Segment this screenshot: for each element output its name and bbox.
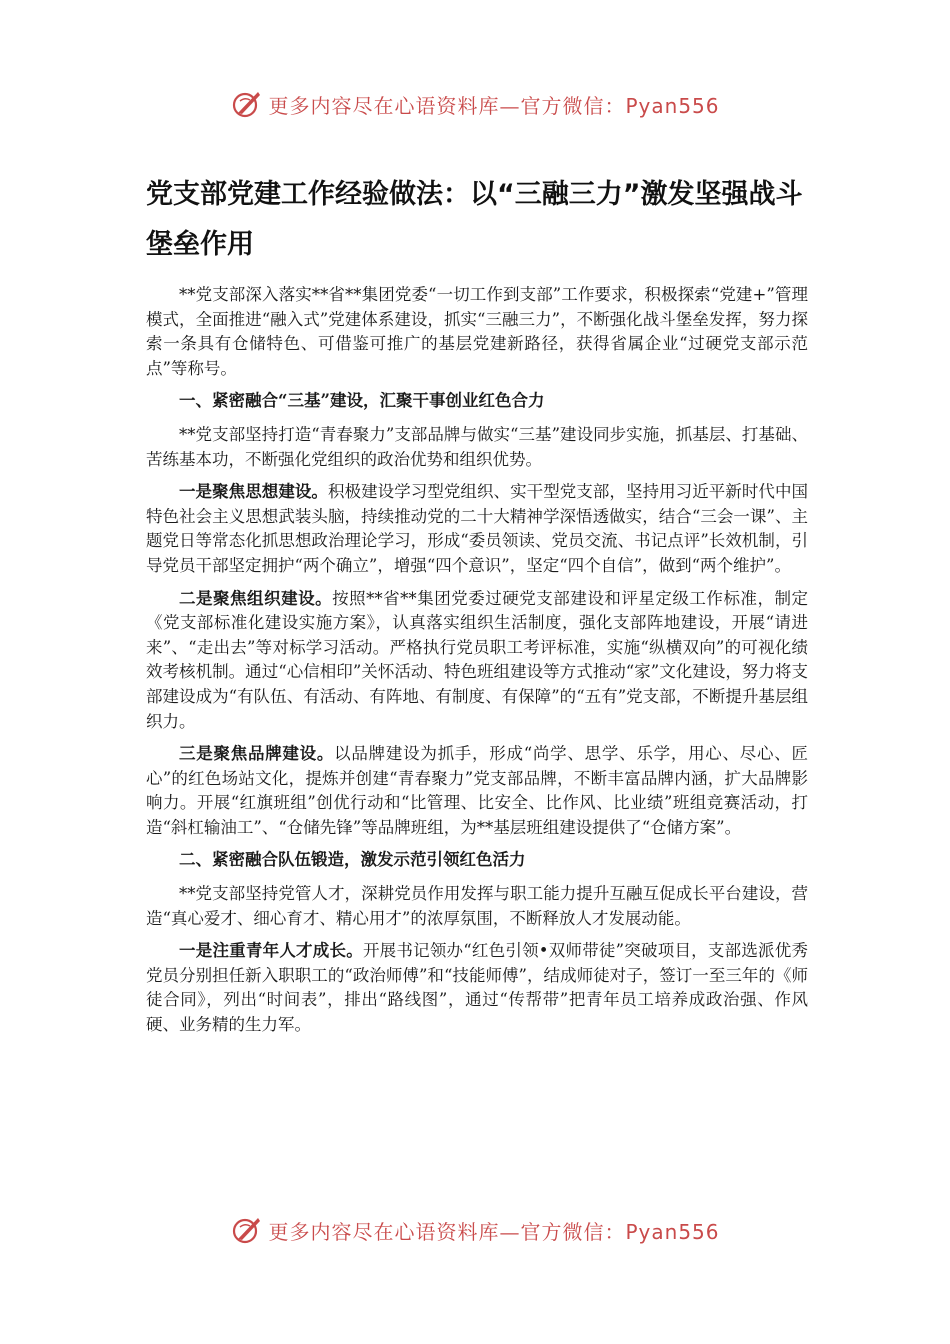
banner-separator: —: [499, 93, 521, 118]
section-1-point-2: [146, 587, 808, 735]
section-1-point-2-body: 按照**省**集团党委过硬党支部建设和评星定级工作标准，制定《党支部标准化建设实施方案》，认真落实组织生活制度，强化支部阵地建设，开展“请进来”、“走出去”等对标学习活动。严格执行党员职工考评标准，实施“纵横双向”的可视化绩效考核机制。通过“心信相印”关怀活动、特色班组建设等方式推动“家”文化建设，努力将支部建设成为“有队伍、有活动、有阵地、有制度、有保障”的“五有”党支部，不断提升基层组织力。: [146, 588, 809, 731]
section-2-intro: **党支部坚持党管人才，深耕党员作用发挥与职工能力提升互融互促成长平台建设，营造“真心爱才、细心育才、精心用才”的浓厚氛围，不断释放人才发展动能。: [146, 884, 808, 928]
section-heading-1: 一、紧密融合“三基”建设，汇聚干事创业红色合力: [179, 391, 545, 411]
banner-separator: —: [499, 1219, 521, 1244]
header-banner: [0, 84, 950, 124]
banner-wechat-id: Pyan556: [625, 1219, 720, 1244]
section-1-point-2-lead: 二是聚焦组织建设。: [179, 588, 333, 608]
document-body: [146, 283, 808, 1046]
footer-banner: [0, 1210, 950, 1250]
banner-slogan: 更多内容尽在心语资料库: [268, 93, 500, 118]
quill-logo-icon: [230, 87, 264, 121]
section-2-point-1-lead: 一是注重青年人才成长。: [179, 941, 363, 961]
document-title: 党支部党建工作经验做法：以“三融三力”激发坚强战斗堡垒作用: [146, 179, 803, 260]
section-1-point-1-lead: 一是聚焦思想建设。: [179, 482, 328, 502]
banner-text: [268, 1216, 719, 1245]
section-2-point-1: [146, 939, 808, 1037]
section-1-point-3-lead: 三是聚焦品牌建设。: [179, 744, 335, 764]
banner-wechat-label: 官方微信：: [520, 1219, 626, 1244]
section-2-point-1-body: 开展书记领办“红色引领•双师带徒”突破项目，支部选派优秀党员分别担任新入职职工的“政治师傅”和“技能师傅”，结成师徒对子，签订一至三年的《师徒合同》，列出“时间表”，排出“路线图”，通过“传帮带”把青年员工培养成政治强、作风硬、业务精的生力军。: [146, 941, 809, 1035]
section-1-intro: **党支部坚持打造“青春聚力”支部品牌与做实“三基”建设同步实施，抓基层、打基础、苦练基本功，不断强化党组织的政治优势和组织优势。: [146, 424, 808, 469]
banner-wechat-label: 官方微信：: [520, 93, 626, 118]
intro-paragraph: **党支部深入落实**省**集团党委“一切工作到支部”工作要求，积极探索“党建+”管理模式，全面推进“融入式”党建体系建设，抓实“三融三力”，不断强化战斗堡垒发挥，努力探索一条具有仓储特色、可借鉴可推广的基层党建新路径，获得省属企业“过硬党支部示范点”等称号。: [146, 285, 808, 378]
banner-slogan: 更多内容尽在心语资料库: [268, 1219, 500, 1244]
section-1-point-3: [146, 742, 808, 840]
section-1-point-1-body: 积极建设学习型党组织、实干型党支部，坚持用习近平新时代中国特色社会主义思想武装头脑，持续推动党的二十大精神学深悟透做实，结合“三会一课”、主题党日等常态化抓思想政治理论学习，形成“委员领读、党员交流、书记点评”长效机制，引导党员干部坚定拥护“两个确立”，增强“四个意识”，坚定“四个自信”，做到“两个维护”。: [146, 482, 809, 575]
banner-text: [268, 90, 719, 119]
section-1-point-3-body: 以品牌建设为抓手，形成“尚学、思学、乐学，用心、尽心、匠心”的红色场站文化，提炼并创建“青春聚力”党支部品牌，不断丰富品牌内涵，扩大品牌影响力。开展“红旗班组”创优行动和“比管理、比安全、比作风、比业绩”班组竞赛活动，打造“斜杠输油工”、“仓储先锋”等品牌班组，为**基层班组建设提供了“仓储方案”。: [146, 744, 808, 837]
section-1-point-1: [146, 480, 808, 578]
banner-wechat-id: Pyan556: [625, 93, 720, 118]
quill-logo-icon: [230, 1213, 264, 1247]
section-heading-2: 二、紧密融合队伍锻造，激发示范引领红色活力: [179, 850, 526, 870]
